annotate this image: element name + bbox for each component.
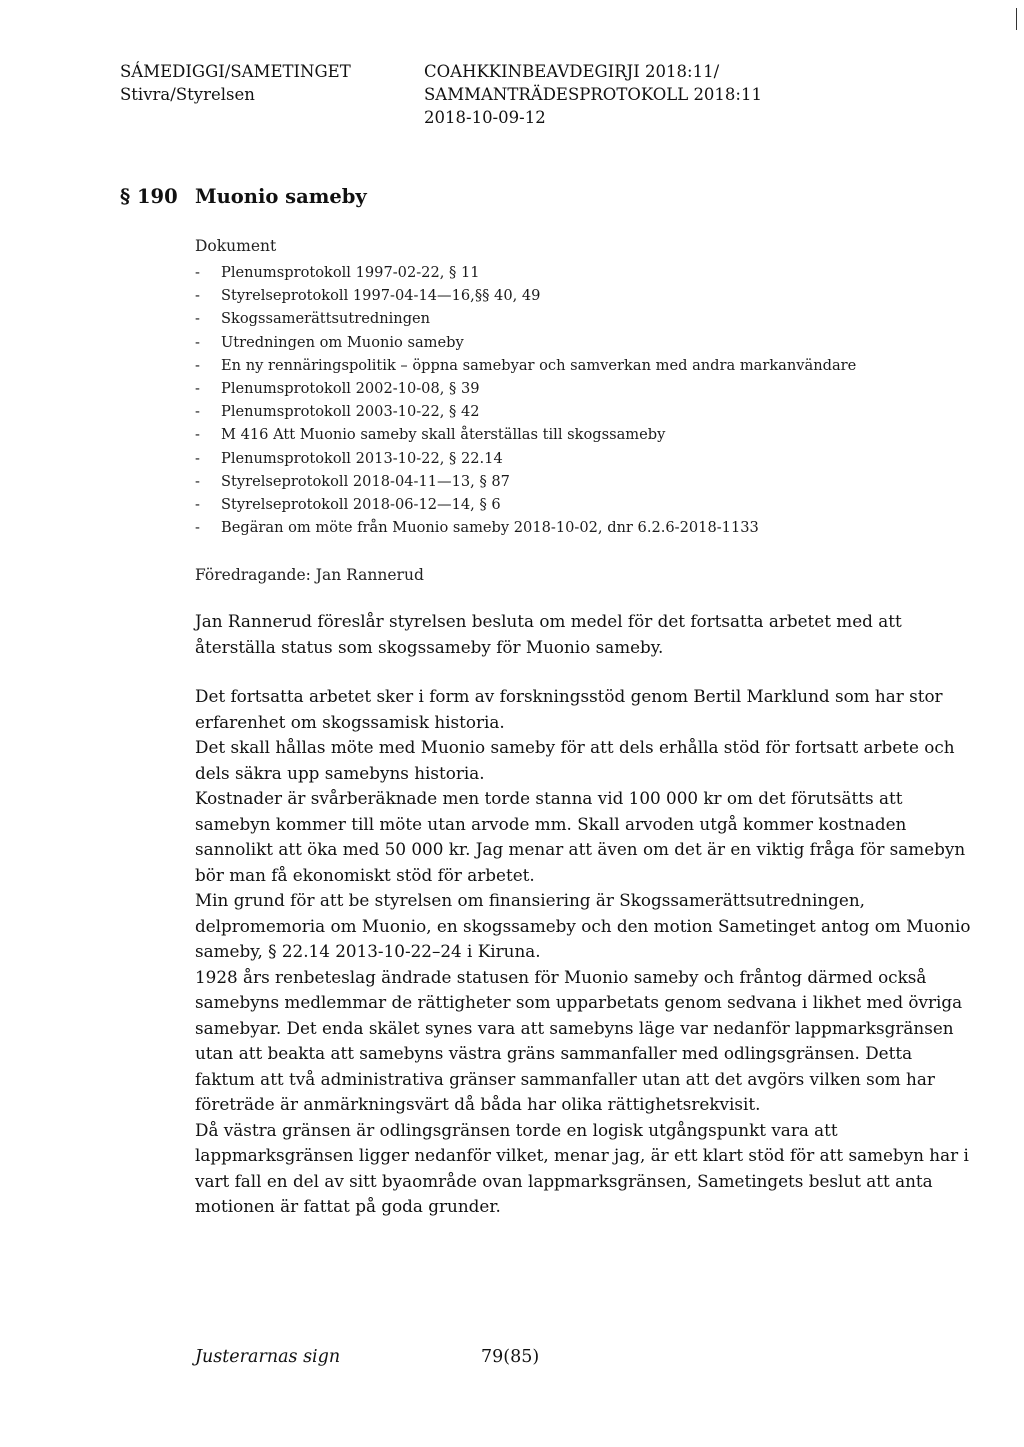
header-body-name: Stivra/Styrelsen	[120, 85, 255, 104]
document-list-item-text: Plenumsprotokoll 2003-10-22, § 42	[221, 403, 480, 421]
header-protocol-sami: COAHKKINBEAVDEGIRJI 2018:11/	[424, 62, 720, 81]
list-dash: -	[195, 356, 200, 374]
document-list-item-text: Plenumsprotokoll 2013-10-22, § 22.14	[221, 449, 503, 467]
document-list-item	[195, 423, 856, 446]
list-dash: -	[195, 310, 200, 328]
documents-list	[195, 261, 856, 539]
body-paragraph: Kostnader är svårberäknade men torde stanna vid 100 000 kr om det förutsätts att samebyn kommer till möte utan arvode mm. Skall arvoden utgå kommer kostnaden sannolikt att öka med 50 000 kr. Jag menar att även om det är en viktig fråga för samebyn bör man få ekonomiskt stöd för arbetet.	[195, 788, 966, 885]
document-list-item-text: Styrelseprotokoll 2018-06-12—14, § 6	[221, 495, 501, 513]
body-paragraph: Då västra gränsen är odlingsgränsen torde en logisk utgångspunkt vara att lappmarksgränsen ligger nedanför vilket, menar jag, är ett klart stöd för att samebyn har i vart fall en del av sitt byaområde ovan lappmarksgränsen, Sametingets beslut att anta motionen är fattat på goda grunder.	[195, 1119, 969, 1216]
list-dash: -	[195, 472, 200, 490]
header-date: 2018-10-09-12	[424, 108, 546, 127]
document-list-item	[195, 516, 856, 539]
body-paragraph: Det skall hållas möte med Muonio sameby för att dels erhålla stöd för fortsatt arbete och dels säkra upp samebyns historia.	[195, 737, 955, 783]
document-list-item-text: Begäran om möte från Muonio sameby 2018-10-02, dnr 6.2.6-2018-1133	[221, 519, 759, 537]
document-list-item-text: En ny rennäringspolitik – öppna samebyar och samverkan med andra markanvändare	[221, 356, 857, 374]
document-list-item-text: Styrelseprotokoll 1997-04-14—16,§§ 40, 49	[221, 287, 541, 305]
body-paragraph: 1928 års renbeteslag ändrade statusen för Muonio sameby och fråntog därmed också samebyns medlemmar de rättigheter som upparbetats genom sedvana i likhet med övriga samebyar. Det enda skälet synes vara att samebyns läge var nedanför lappmarksgränsen utan att beakta att samebyns västra gräns sammanfaller med odlingsgränsen. Detta faktum att två administrativa gränser sammanfaller utan att det avgörs vilken som har företräde är anmärkningsvärt då båda har olika rättighetsrekvisit.	[195, 966, 963, 1114]
document-list-item	[195, 377, 856, 400]
header-org-name: SÁMEDIGGI/SAMETINGET	[120, 62, 351, 81]
scan-edge-mark	[1016, 8, 1017, 30]
section-number: § 190	[120, 185, 178, 208]
documents-heading: Dokument	[195, 237, 277, 255]
footer-signature-label: Justerarnas sign	[195, 1347, 341, 1367]
header-protocol-swedish: SAMMANTRÄDESPROTOKOLL 2018:11	[424, 85, 762, 104]
document-list-item	[195, 307, 856, 330]
document-list-item-text: Plenumsprotokoll 1997-02-22, § 11	[221, 264, 480, 281]
list-dash: -	[195, 379, 200, 397]
list-dash: -	[195, 519, 200, 537]
body-paragraph: Min grund för att be styrelsen om finansiering är Skogssamerättsutredningen, delpromemoria om Muonio, en skogssameby och den motion Sametinget antog om Muonio sameby, § 22.14 2013-10-22–24 i Kiruna.	[195, 890, 971, 961]
document-list-item-text: Plenumsprotokoll 2002-10-08, § 39	[221, 379, 480, 397]
document-list-item	[195, 470, 856, 493]
document-list-item	[195, 447, 856, 470]
list-dash: -	[195, 495, 200, 513]
list-dash: -	[195, 403, 200, 421]
proposal-paragraph	[195, 609, 975, 660]
document-list-item	[195, 493, 856, 516]
list-dash: -	[195, 449, 200, 467]
document-list-item	[195, 284, 856, 307]
body-paragraph: Det fortsatta arbetet sker i form av forskningsstöd genom Bertil Marklund som har stor erfarenhet om skogssamisk historia.	[195, 686, 943, 732]
body-paragraphs	[195, 684, 975, 1220]
document-list-item-text: M 416 Att Muonio sameby skall återställas till skogssameby	[221, 426, 666, 444]
list-dash: -	[195, 264, 200, 281]
document-list-item	[195, 354, 856, 377]
presenter-line: Föredragande: Jan Rannerud	[195, 566, 424, 584]
document-list-item-text: Styrelseprotokoll 2018-04-11—13, § 87	[221, 472, 510, 490]
document-list-item	[195, 331, 856, 354]
list-dash: -	[195, 333, 200, 351]
document-list-item	[195, 261, 856, 284]
document-list-item	[195, 400, 856, 423]
section-title: Muonio sameby	[195, 185, 367, 208]
document-list-item-text: Skogssamerättsutredningen	[221, 310, 431, 328]
document-list-item-text: Utredningen om Muonio sameby	[221, 333, 464, 351]
list-dash: -	[195, 426, 200, 444]
list-dash: -	[195, 287, 200, 305]
proposal-text: Jan Rannerud föreslår styrelsen besluta om medel för det fortsatta arbetet med att återställa status som skogssameby för Muonio sameby.	[195, 611, 902, 657]
footer-page-number: 79(85)	[481, 1347, 540, 1367]
